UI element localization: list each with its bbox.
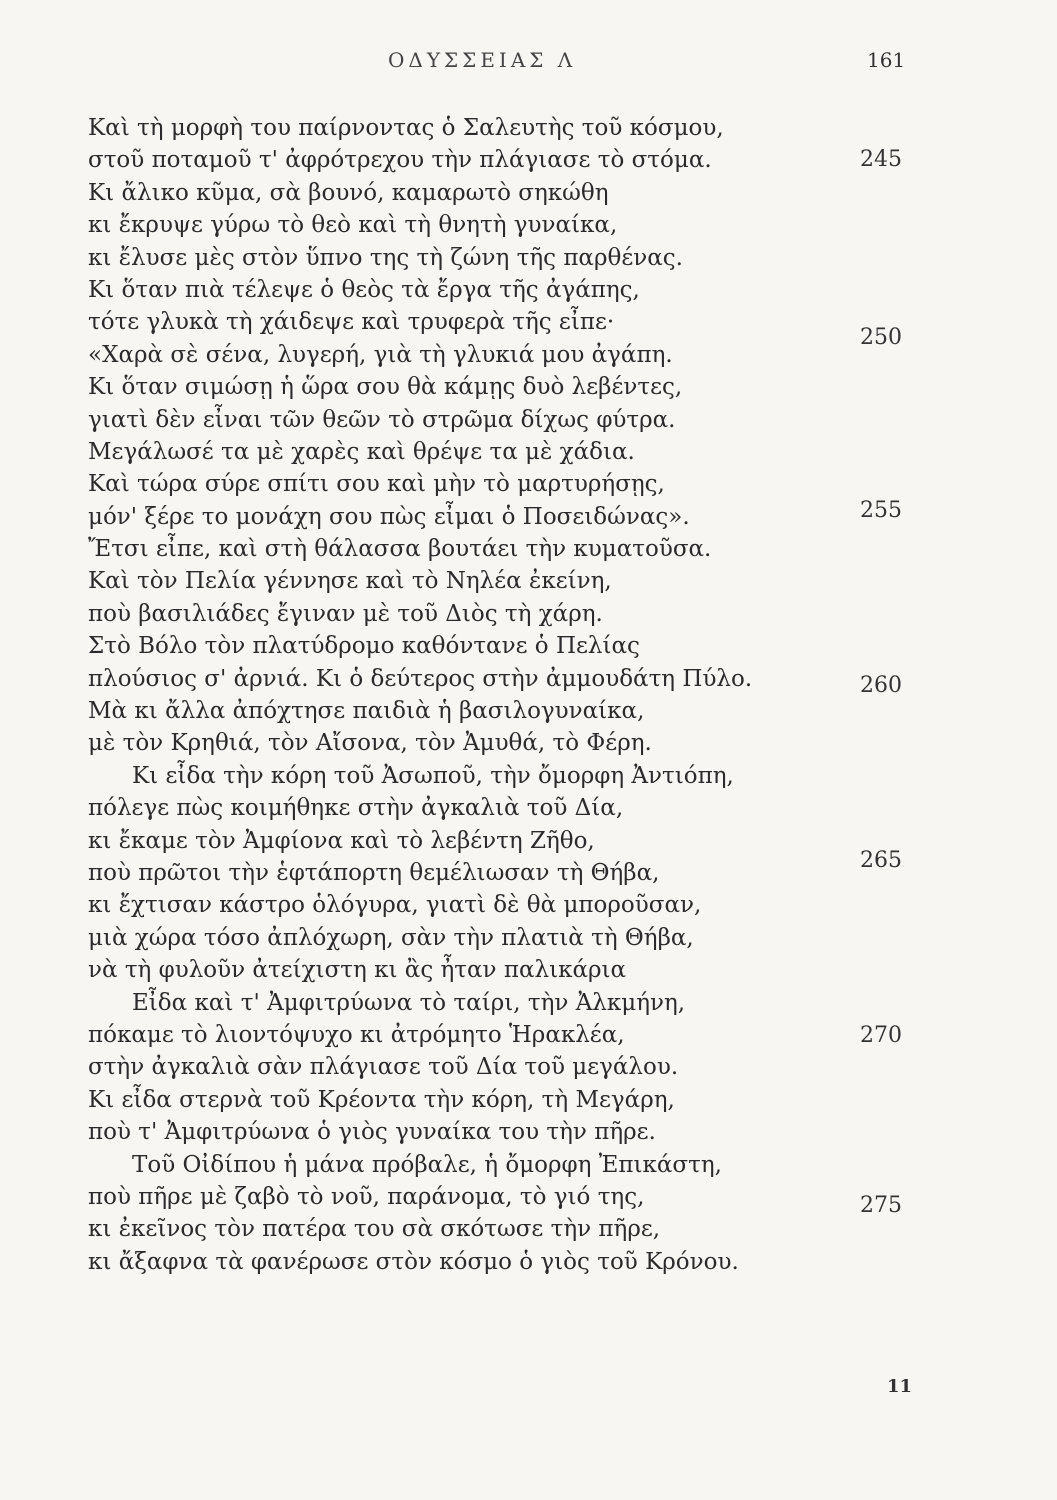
- verse-line: ποὺ πρῶτοι τὴν ἑφτάπορτη θεμέλιωσαν τὴ Θήβα,: [88, 859, 660, 886]
- verse-line: Μεγάλωσέ τα μὲ χαρὲς καὶ θρέψε τα μὲ χάδια.: [88, 438, 635, 465]
- verse-line: Καὶ τώρα σύρε σπίτι σου καὶ μὴν τὸ μαρτυρήσῃς,: [88, 471, 665, 498]
- verse-line: Κι εἶδα στερνὰ τοῦ Κρέοντα τὴν κόρη, τὴ Μεγάρη,: [88, 1086, 675, 1113]
- line-number: 260: [860, 673, 902, 698]
- verse-line: ποὺ βασιλιάδες ἔγιναν μὲ τοῦ Διὸς τὴ χάρη.: [88, 600, 603, 627]
- verse-line: γιατὶ δὲν εἶναι τῶν θεῶν τὸ στρῶμα δίχως φύτρα.: [88, 406, 676, 433]
- verse-line: πλούσιος σ' ἀρνιά. Κι ὁ δεύτερος στὴν ἀμμουδάτη Πύλο.: [88, 665, 753, 692]
- verse-line: στὴν ἀγκαλιὰ σὰν πλάγιασε τοῦ Δία τοῦ μεγάλου.: [88, 1054, 679, 1081]
- verse-line: μόν' ξέρε το μονάχη σου πὼς εἶμαι ὁ Ποσειδώνας».: [88, 503, 690, 530]
- verse-line: Καὶ τὸν Πελία γέννησε καὶ τὸ Νηλέα ἐκείνη,: [88, 568, 612, 595]
- line-number: 270: [860, 1023, 902, 1048]
- verse-line: Στὸ Βόλο τὸν πλατύδρομο καθόντανε ὁ Πελίας: [88, 633, 640, 660]
- verse-line: στοῦ ποταμοῦ τ' ἀφρότρεχου τὴν πλάγιασε τὸ στόμα.: [88, 147, 712, 174]
- verse-line: κι ἔχτισαν κάστρο ὁλόγυρα, γιατὶ δὲ θὰ μποροῦσαν,: [88, 892, 702, 919]
- verse-line: ποὺ τ' Ἀμφιτρύωνα ὁ γιὸς γυναίκα του τὴν πῆρε.: [88, 1119, 656, 1146]
- verse-block: [88, 112, 848, 1278]
- verse-line: Ἔτσι εἶπε, καὶ στὴ θάλασσα βουτάει τὴν κυματοῦσα.: [88, 536, 712, 563]
- verse-line: κι ἔκαμε τὸν Ἀμφίονα καὶ τὸ λεβέντη Ζῆθο,: [88, 827, 595, 854]
- verse-line: μιὰ χώρα τόσο ἀπλόχωρη, σὰν τὴν πλατιὰ τὴ Θήβα,: [88, 924, 694, 951]
- verse-line: Κι ὅταν σιμώσῃ ἡ ὥρα σου θὰ κάμῃς δυὸ λεβέντες,: [88, 374, 683, 401]
- verse-line: «Χαρὰ σὲ σένα, λυγερή, γιὰ τὴ γλυκιά μου ἀγάπη.: [88, 341, 673, 368]
- verse-line: κι ἔκρυψε γύρω τὸ θεὸ καὶ τὴ θνητὴ γυναίκα,: [88, 212, 618, 239]
- verse-line: Εἶδα καὶ τ' Ἀμφιτρύωνα τὸ ταίρι, τὴν Ἀλκμήνη,: [132, 989, 686, 1016]
- verse-line: νὰ τὴ φυλοῦν ἀτείχιστη κι ἂς ἦταν παλικάρια: [88, 957, 627, 984]
- line-number: 250: [860, 325, 902, 350]
- verse-line: τότε γλυκὰ τὴ χάιδεψε καὶ τρυφερὰ τῆς εἶπε·: [88, 309, 615, 336]
- signature-mark: 11: [887, 1376, 913, 1397]
- line-number: 245: [860, 147, 902, 172]
- verse-line: κι ἔλυσε μὲς στὸν ὕπνο της τὴ ζώνη τῆς παρθένας.: [88, 244, 683, 271]
- verse-line: πόκαμε τὸ λιοντόψυχο κι ἀτρόμητο Ἡρακλέα,: [88, 1021, 625, 1048]
- verse-line: Μὰ κι ἄλλα ἀπόχτησε παιδιὰ ἡ βασιλογυναίκα,: [88, 698, 645, 725]
- line-number: 275: [860, 1193, 902, 1218]
- verse-line: Καὶ τὴ μορφὴ του παίρνοντας ὁ Σαλευτὴς τοῦ κόσμου,: [88, 115, 724, 141]
- verse-line: πόλεγε πὼς κοιμήθηκε στὴν ἀγκαλιὰ τοῦ Δία,: [88, 795, 624, 822]
- verse-line: Κι ἄλικο κῦμα, σὰ βουνό, καμαρωτὸ σηκώθη: [88, 179, 609, 206]
- verse-line: Τοῦ Οἰδίπου ἡ μάνα πρόβαλε, ἡ ὄμορφη Ἐπικάστη,: [132, 1151, 722, 1178]
- line-number: 265: [860, 848, 902, 873]
- verse-line: Κι ὅταν πιὰ τέλεψε ὁ θεὸς τὰ ἔργα τῆς ἀγάπης,: [88, 276, 640, 303]
- verse-line: κι ἐκεῖνος τὸν πατέρα του σὰ σκότωσε τὴν πῆρε,: [88, 1216, 661, 1243]
- running-head: ΟΔΥΣΣΕΙΑΣ Λ: [388, 48, 577, 72]
- line-number: 255: [860, 498, 902, 523]
- page-number: 161: [867, 48, 906, 72]
- verse-line: Κι εἶδα τὴν κόρη τοῦ Ἀσωποῦ, τὴν ὄμορφη Ἀντιόπη,: [132, 762, 734, 789]
- verse-line: μὲ τὸν Κρηθιά, τὸν Αἴσονα, τὸν Ἀμυθά, τὸ Φέρη.: [88, 730, 652, 757]
- verse-line: ποὺ πῆρε μὲ ζαβὸ τὸ νοῦ, παράνομα, τὸ γιό της,: [88, 1183, 645, 1210]
- verse-line: κι ἄξαφνα τὰ φανέρωσε στὸν κόσμο ὁ γιὸς τοῦ Κρόνου.: [88, 1248, 739, 1275]
